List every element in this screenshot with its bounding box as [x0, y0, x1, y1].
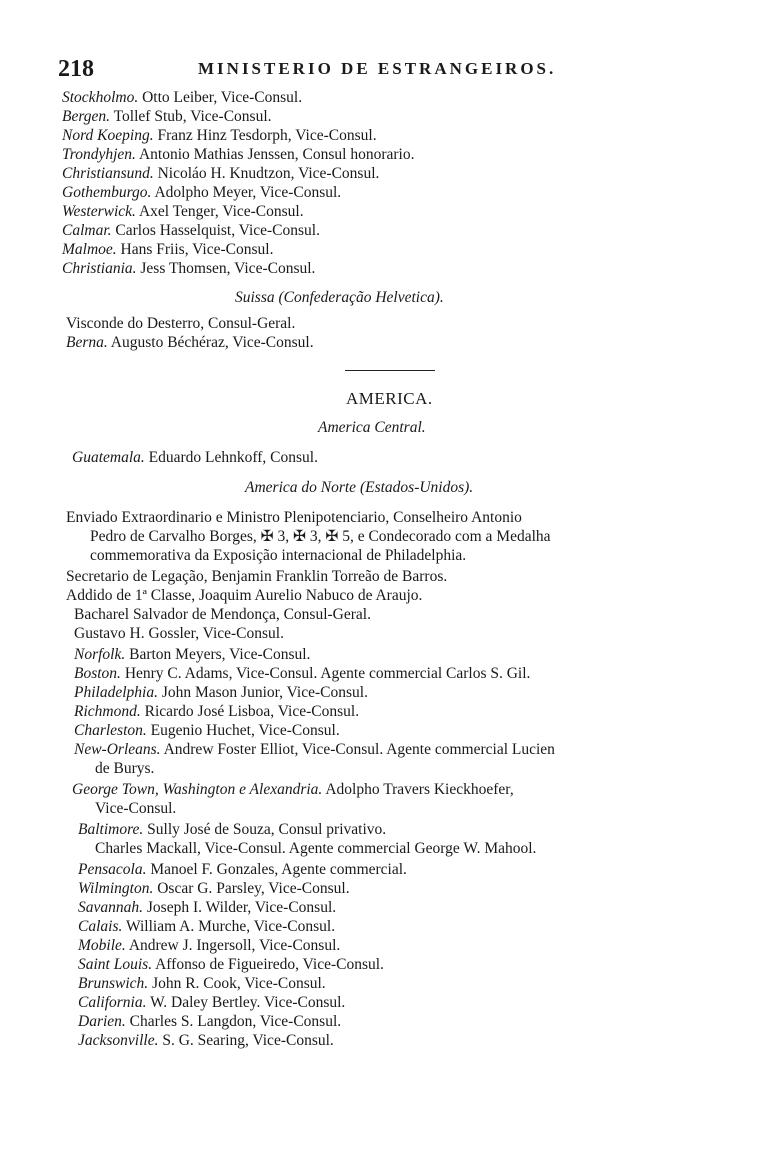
entry-norfolk — [74, 645, 310, 664]
entry-text: Sully José de Souza, Consul privativo. — [147, 821, 387, 838]
place-name: Richmond. — [74, 703, 141, 720]
page-number: 218 — [58, 56, 94, 82]
entry-text: Adolpho Travers Kieckhoefer, — [325, 781, 514, 798]
entry-brunswich — [78, 974, 326, 993]
entry-calmar — [62, 221, 320, 240]
entry-text: Augusto Béchéraz, Vice-Consul. — [110, 334, 314, 351]
entry-text: Barton Meyers, Vice-Consul. — [129, 646, 311, 663]
entry-text: Franz Hinz Tesdorph, Vice-Consul. — [157, 127, 377, 144]
place-name: Saint Louis. — [78, 956, 153, 973]
section-heading-america-central: America Central. — [318, 419, 426, 436]
entry-text: William A. Murche, Vice-Consul. — [125, 918, 336, 935]
entry-text: Hans Friis, Vice-Consul. — [120, 241, 274, 258]
envoy-line: Pedro de Carvalho Borges, ✠ 3, ✠ 3, ✠ 5, e Condecorado com a Medalha — [90, 528, 551, 545]
staff-line-gossler: Gustavo H. Gossler, Vice-Consul. — [74, 625, 284, 642]
place-name: Baltimore. — [78, 821, 144, 838]
place-name: Savannah. — [78, 899, 144, 916]
place-name: Wilmington. — [78, 880, 154, 897]
place-name: Christiansund. — [62, 165, 154, 182]
entry-baltimore-continued: Charles Mackall, Vice-Consul. Agente commercial George W. Mahool. — [95, 840, 537, 857]
place-name: Calais. — [78, 918, 123, 935]
entry-text: John Mason Junior, Vice-Consul. — [161, 684, 368, 701]
entry-text: Eugenio Huchet, Vice-Consul. — [150, 722, 340, 739]
place-name: Darien. — [78, 1013, 126, 1030]
entry-text: Andrew Foster Elliot, Vice-Consul. Agente commercial Lucien — [163, 741, 555, 758]
place-name: Westerwick. — [62, 203, 136, 220]
entry-baltimore — [78, 820, 386, 839]
place-name: George Town, Washington e Alexandria. — [72, 781, 323, 798]
place-name: Norfolk. — [74, 646, 126, 663]
entry-pensacola — [78, 860, 407, 879]
entry-christiania — [62, 259, 315, 278]
entry-nord-koeping — [62, 126, 377, 145]
place-name: Boston. — [74, 665, 121, 682]
entry-text: Visconde do Desterro, Consul-Geral. — [66, 315, 296, 332]
place-name: Nord Koeping. — [62, 127, 154, 144]
place-name: Charleston. — [74, 722, 147, 739]
staff-line-addido: Addido de 1ª Classe, Joaquim Aurelio Nabuco de Araujo. — [66, 587, 423, 604]
entry-california — [78, 993, 345, 1012]
entry-text: Joseph I. Wilder, Vice-Consul. — [146, 899, 337, 916]
place-name: Calmar. — [62, 222, 112, 239]
place-name: Philadelphia. — [74, 684, 158, 701]
entry-richmond — [74, 702, 359, 721]
section-divider — [345, 370, 435, 371]
staff-line-secretario: Secretario de Legação, Benjamin Franklin Torreão de Barros. — [66, 568, 448, 585]
place-name: Guatemala. — [72, 449, 145, 466]
place-name: Malmoe. — [62, 241, 117, 258]
place-name: Brunswich. — [78, 975, 149, 992]
entry-text: Henry C. Adams, Vice-Consul. Agente commercial Carlos S. Gil. — [124, 665, 531, 682]
place-name: Stockholmo. — [62, 89, 139, 106]
section-title-america: AMERICA. — [346, 389, 433, 408]
running-title: MINISTERIO DE ESTRANGEIROS. — [198, 59, 557, 78]
entry-guatemala — [72, 448, 318, 467]
entry-text: Andrew J. Ingersoll, Vice-Consul. — [128, 937, 341, 954]
entry-text: Affonso de Figueiredo, Vice-Consul. — [155, 956, 384, 973]
entry-text: Antonio Mathias Jenssen, Consul honorario. — [138, 146, 415, 163]
entry-text: Tollef Stub, Vice-Consul. — [113, 108, 272, 125]
section-heading-america-norte: America do Norte (Estados-Unidos). — [245, 479, 474, 496]
entry-trondyhjen — [62, 145, 415, 164]
entry-jacksonville — [78, 1031, 334, 1050]
place-name: Mobile. — [78, 937, 126, 954]
entry-text: W. Daley Bertley. Vice-Consul. — [150, 994, 346, 1011]
entry-bergen — [62, 107, 272, 126]
place-name: Pensacola. — [78, 861, 147, 878]
entry-saint-louis — [78, 955, 384, 974]
place-name: Gothemburgo. — [62, 184, 152, 201]
entry-text: Adolpho Meyer, Vice-Consul. — [154, 184, 342, 201]
entry-boston — [74, 664, 530, 683]
entry-savannah — [78, 898, 336, 917]
page-header — [58, 54, 698, 84]
entry-charleston — [74, 721, 340, 740]
entry-berna — [66, 333, 314, 352]
section-heading-suissa: Suissa (Confederação Helvetica). — [235, 289, 444, 306]
place-name: New-Orleans. — [74, 741, 161, 758]
place-name: Berna. — [66, 334, 108, 351]
entry-text: Axel Tenger, Vice-Consul. — [138, 203, 304, 220]
entry-george-town — [72, 780, 514, 799]
entry-text: Ricardo José Lisboa, Vice-Consul. — [144, 703, 360, 720]
entry-darien — [78, 1012, 341, 1031]
entry-christiansund — [62, 164, 379, 183]
entry-philadelphia — [74, 683, 368, 702]
place-name: California. — [78, 994, 147, 1011]
entry-gothemburgo — [62, 183, 341, 202]
entry-text: S. G. Searing, Vice-Consul. — [162, 1032, 334, 1049]
envoy-line: Enviado Extraordinario e Ministro Plenipotenciario, Conselheiro Antonio — [66, 509, 522, 526]
entry-new-orleans-continued: de Burys. — [95, 760, 155, 777]
place-name: Jacksonville. — [78, 1032, 159, 1049]
place-name: Christiania. — [62, 260, 137, 277]
entry-mobile — [78, 936, 340, 955]
entry-westerwick — [62, 202, 304, 221]
entry-text: Eduardo Lehnkoff, Consul. — [148, 449, 318, 466]
entry-text: Otto Leiber, Vice-Consul. — [142, 89, 303, 106]
entry-text: Jess Thomsen, Vice-Consul. — [140, 260, 316, 277]
entry-text: Nicoláo H. Knudtzon, Vice-Consul. — [157, 165, 380, 182]
entry-george-town-continued: Vice-Consul. — [95, 800, 177, 817]
entry-text: Charles S. Langdon, Vice-Consul. — [129, 1013, 342, 1030]
place-name: Trondyhjen. — [62, 146, 136, 163]
entry-text: Oscar G. Parsley, Vice-Consul. — [157, 880, 350, 897]
place-name: Bergen. — [62, 108, 111, 125]
entry-stockholmo — [62, 88, 302, 107]
entry-calais — [78, 917, 335, 936]
entry-text: Manoel F. Gonzales, Agente commercial. — [150, 861, 407, 878]
entry-new-orleans — [74, 740, 555, 759]
staff-line-consul-geral: Bacharel Salvador de Mendonça, Consul-Geral. — [74, 606, 371, 623]
entry-malmoe — [62, 240, 273, 259]
entry-suissa-consul-geral — [66, 314, 295, 333]
entry-wilmington — [78, 879, 350, 898]
envoy-line: commemorativa da Exposição internacional de Philadelphia. — [90, 547, 467, 564]
entry-text: Carlos Hasselquist, Vice-Consul. — [115, 222, 320, 239]
entry-text: John R. Cook, Vice-Consul. — [152, 975, 326, 992]
